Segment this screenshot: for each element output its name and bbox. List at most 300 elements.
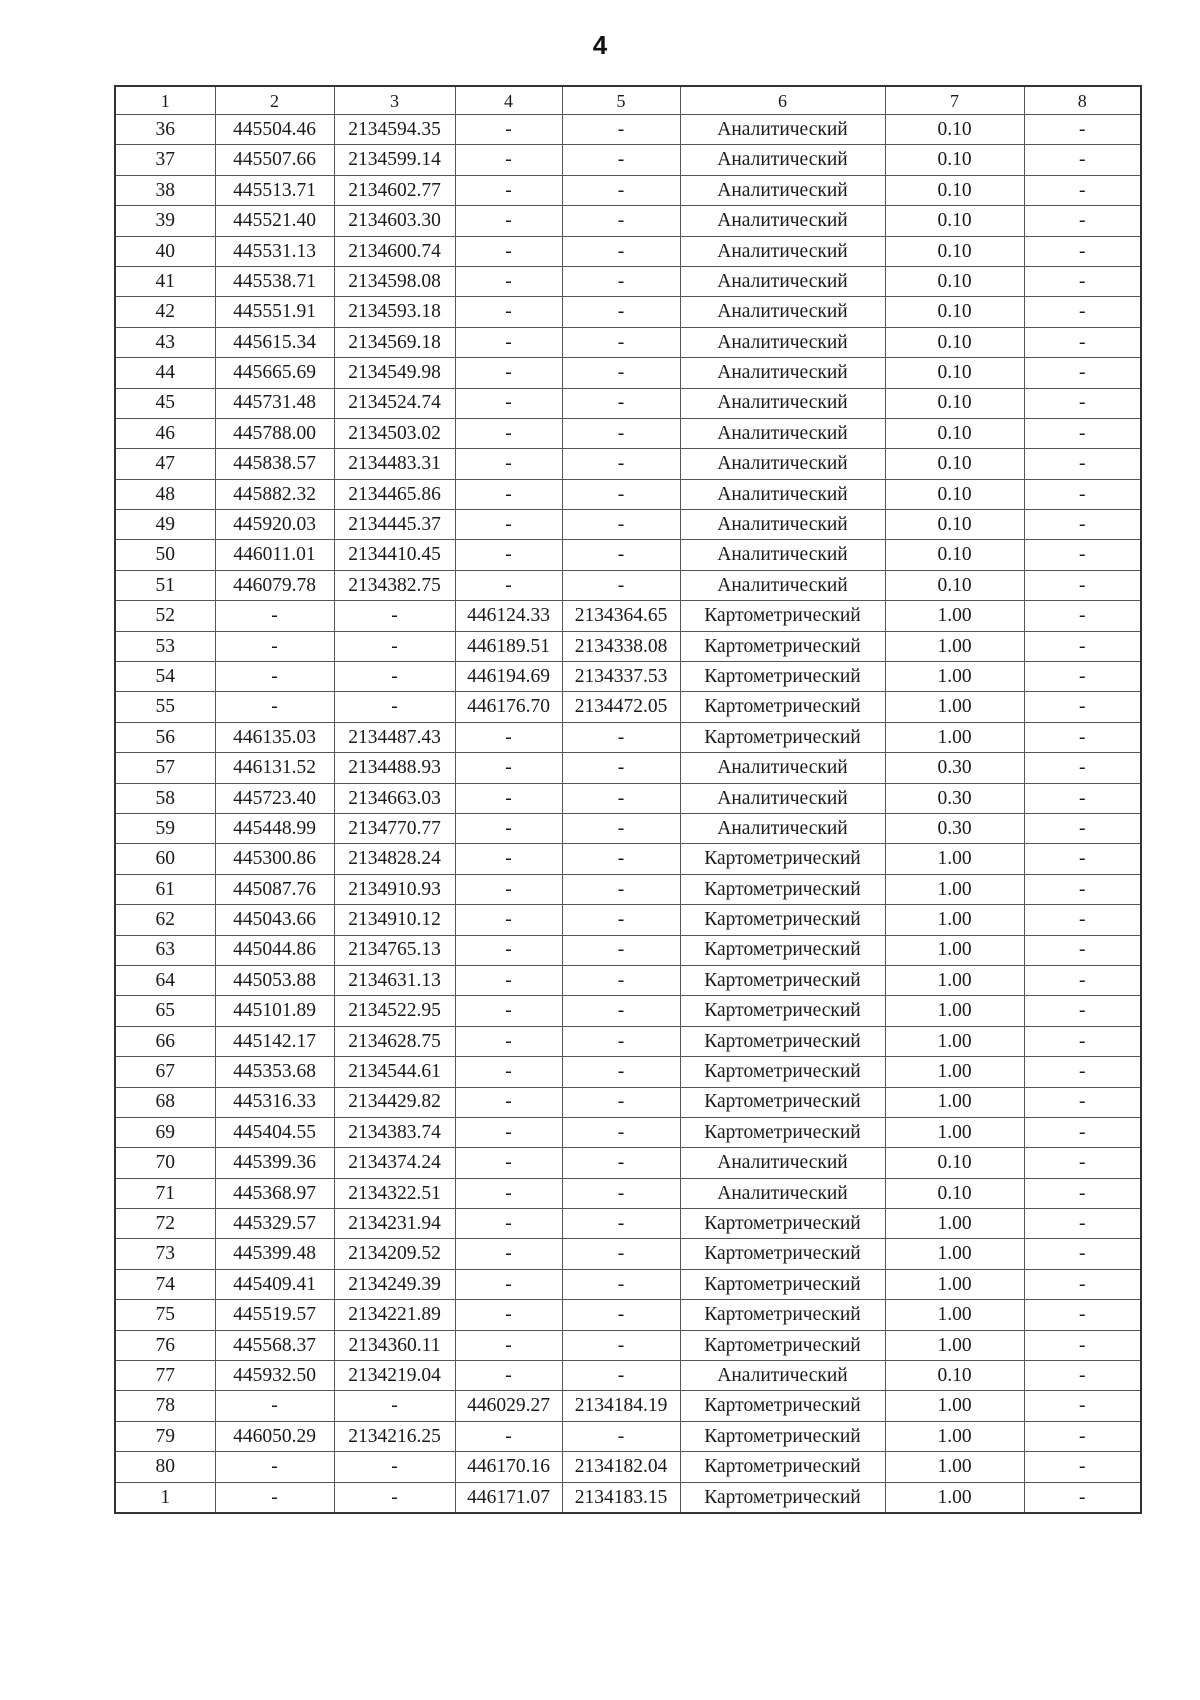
table-cell: Аналитический [680, 206, 885, 236]
table-cell: 42 [115, 297, 215, 327]
table-row [115, 145, 1141, 175]
table-cell: 2134765.13 [334, 935, 455, 965]
table-cell: 445053.88 [215, 965, 334, 995]
table-cell: - [562, 358, 680, 388]
table-cell: 445513.71 [215, 175, 334, 205]
table-cell: - [215, 1452, 334, 1482]
table-cell: 445788.00 [215, 418, 334, 448]
table-cell: - [1024, 266, 1141, 296]
table-cell: Аналитический [680, 236, 885, 266]
table-cell: - [562, 510, 680, 540]
table-cell: - [1024, 510, 1141, 540]
table-cell: - [1024, 327, 1141, 357]
table-cell: - [1024, 935, 1141, 965]
table-row [115, 1239, 1141, 1269]
table-cell: Картометрический [680, 1421, 885, 1451]
table-row [115, 1269, 1141, 1299]
table-row [115, 753, 1141, 783]
table-cell: Картометрический [680, 1482, 885, 1513]
table-row [115, 1117, 1141, 1147]
table-cell: 1.00 [885, 631, 1024, 661]
table-cell: - [562, 1026, 680, 1056]
table-cell: 49 [115, 510, 215, 540]
table-cell: - [455, 510, 562, 540]
table-row [115, 327, 1141, 357]
table-cell: 445507.66 [215, 145, 334, 175]
table-cell: - [1024, 813, 1141, 843]
table-cell: - [1024, 692, 1141, 722]
table-cell: - [455, 1361, 562, 1391]
table-cell: Аналитический [680, 813, 885, 843]
table-cell: 2134364.65 [562, 601, 680, 631]
table-cell: - [1024, 844, 1141, 874]
table-row [115, 570, 1141, 600]
table-cell: Картометрический [680, 1391, 885, 1421]
table-cell: Картометрический [680, 844, 885, 874]
table-row [115, 1361, 1141, 1391]
table-cell: 2134182.04 [562, 1452, 680, 1482]
table-cell: 36 [115, 115, 215, 145]
table-cell: 2134487.43 [334, 722, 455, 752]
table-cell: - [1024, 965, 1141, 995]
table-cell: - [1024, 783, 1141, 813]
table-cell: - [1024, 996, 1141, 1026]
table-cell: 0.10 [885, 297, 1024, 327]
table-cell: - [455, 1269, 562, 1299]
table-cell: 2134631.13 [334, 965, 455, 995]
table-cell: 2134410.45 [334, 540, 455, 570]
table-cell: 445399.36 [215, 1148, 334, 1178]
column-header: 1 [115, 86, 215, 115]
table-cell: - [455, 783, 562, 813]
table-cell: - [562, 175, 680, 205]
table-cell: - [455, 965, 562, 995]
table-cell: - [562, 570, 680, 600]
table-cell: - [562, 996, 680, 1026]
table-cell: Аналитический [680, 570, 885, 600]
table-cell: - [455, 813, 562, 843]
table-cell: - [1024, 662, 1141, 692]
table-cell: - [562, 388, 680, 418]
table-cell: - [455, 1087, 562, 1117]
table-cell: 445920.03 [215, 510, 334, 540]
table-cell: 0.10 [885, 266, 1024, 296]
table-cell: 445551.91 [215, 297, 334, 327]
table-row [115, 175, 1141, 205]
table-cell: 2134445.37 [334, 510, 455, 540]
table-cell: - [1024, 1209, 1141, 1239]
table-cell: 2134910.12 [334, 905, 455, 935]
table-row [115, 540, 1141, 570]
table-cell: - [562, 1269, 680, 1299]
table-cell: - [562, 813, 680, 843]
table-cell: - [1024, 1421, 1141, 1451]
table-row [115, 662, 1141, 692]
table-cell: Картометрический [680, 874, 885, 904]
table-cell: - [455, 479, 562, 509]
table-cell: 2134231.94 [334, 1209, 455, 1239]
table-cell: 1.00 [885, 1452, 1024, 1482]
table-cell: 72 [115, 1209, 215, 1239]
table-cell: - [562, 327, 680, 357]
table-cell: Картометрический [680, 1087, 885, 1117]
table-cell: 0.10 [885, 479, 1024, 509]
table-row [115, 1209, 1141, 1239]
table-cell: 1.00 [885, 1087, 1024, 1117]
table-cell: - [1024, 753, 1141, 783]
table-cell: 446011.01 [215, 540, 334, 570]
table-row [115, 1452, 1141, 1482]
table-cell: - [1024, 1087, 1141, 1117]
table-row [115, 236, 1141, 266]
table-cell: - [455, 388, 562, 418]
column-header: 2 [215, 86, 334, 115]
column-header: 4 [455, 86, 562, 115]
table-cell: 63 [115, 935, 215, 965]
table-cell: 2134549.98 [334, 358, 455, 388]
table-cell: Картометрический [680, 662, 885, 692]
table-cell: - [455, 874, 562, 904]
table-cell: - [562, 206, 680, 236]
table-cell: 45 [115, 388, 215, 418]
table-cell: 54 [115, 662, 215, 692]
table-cell: - [455, 1178, 562, 1208]
table-cell: Картометрический [680, 631, 885, 661]
table-cell: - [562, 965, 680, 995]
table-cell: 39 [115, 206, 215, 236]
table-cell: 445504.46 [215, 115, 334, 145]
table-cell: 445531.13 [215, 236, 334, 266]
table-cell: 59 [115, 813, 215, 843]
table-cell: - [455, 1026, 562, 1056]
table-header-row [115, 86, 1141, 115]
table-cell: 446135.03 [215, 722, 334, 752]
table-cell: Аналитический [680, 145, 885, 175]
table-cell: 2134209.52 [334, 1239, 455, 1269]
table-row [115, 874, 1141, 904]
table-cell: Картометрический [680, 1026, 885, 1056]
table-cell: - [1024, 540, 1141, 570]
table-row [115, 996, 1141, 1026]
table-cell: - [562, 722, 680, 752]
page-number: 4 [592, 30, 608, 60]
table-cell: 50 [115, 540, 215, 570]
table-cell: 2134522.95 [334, 996, 455, 1026]
table-cell: 55 [115, 692, 215, 722]
table-cell: - [1024, 388, 1141, 418]
table-cell: 445568.37 [215, 1330, 334, 1360]
table-cell: - [455, 1209, 562, 1239]
table-cell: - [334, 631, 455, 661]
table-cell: - [455, 844, 562, 874]
table-row [115, 631, 1141, 661]
table-row [115, 965, 1141, 995]
table-cell: 41 [115, 266, 215, 296]
table-cell: - [1024, 1452, 1141, 1482]
table-row [115, 1178, 1141, 1208]
table-cell: 2134594.35 [334, 115, 455, 145]
table-cell: - [562, 844, 680, 874]
table-cell: 2134322.51 [334, 1178, 455, 1208]
table-cell: - [562, 449, 680, 479]
table-cell: Картометрический [680, 1117, 885, 1147]
table-cell: Картометрический [680, 1209, 885, 1239]
table-cell: - [562, 418, 680, 448]
table-cell: - [562, 905, 680, 935]
table-cell: 64 [115, 965, 215, 995]
table-cell: - [1024, 1269, 1141, 1299]
table-cell: - [562, 1178, 680, 1208]
table-cell: Картометрический [680, 1269, 885, 1299]
table-cell: Аналитический [680, 479, 885, 509]
table-cell: 1.00 [885, 935, 1024, 965]
table-cell: 2134628.75 [334, 1026, 455, 1056]
table-cell: - [1024, 570, 1141, 600]
table-cell: - [455, 905, 562, 935]
table-row [115, 1057, 1141, 1087]
table-cell: - [562, 874, 680, 904]
table-row [115, 510, 1141, 540]
table-cell: 445316.33 [215, 1087, 334, 1117]
table-cell: 445538.71 [215, 266, 334, 296]
table-cell: 1.00 [885, 1269, 1024, 1299]
table-row [115, 1330, 1141, 1360]
table-cell: 0.10 [885, 449, 1024, 479]
table-cell: 1.00 [885, 874, 1024, 904]
table-cell: Аналитический [680, 175, 885, 205]
table-cell: Аналитический [680, 1361, 885, 1391]
table-cell: 67 [115, 1057, 215, 1087]
table-cell: 2134337.53 [562, 662, 680, 692]
table-cell: - [562, 1361, 680, 1391]
table-cell: - [562, 1057, 680, 1087]
table-cell: - [562, 1300, 680, 1330]
table-cell: 2134770.77 [334, 813, 455, 843]
table-cell: - [1024, 1057, 1141, 1087]
table-cell: 2134599.14 [334, 145, 455, 175]
table-cell: 445882.32 [215, 479, 334, 509]
table-cell: 2134569.18 [334, 327, 455, 357]
table-cell: 2134503.02 [334, 418, 455, 448]
table-cell: Аналитический [680, 540, 885, 570]
table-row [115, 358, 1141, 388]
table-cell: Картометрический [680, 692, 885, 722]
table-row [115, 1482, 1141, 1513]
table-cell: - [562, 1209, 680, 1239]
table-cell: Аналитический [680, 418, 885, 448]
table-cell: 1.00 [885, 844, 1024, 874]
table-cell: - [455, 1300, 562, 1330]
table-row [115, 388, 1141, 418]
table-cell: 2134600.74 [334, 236, 455, 266]
table-cell: 44 [115, 358, 215, 388]
table-cell: - [1024, 206, 1141, 236]
table-cell: 57 [115, 753, 215, 783]
table-cell: 1.00 [885, 905, 1024, 935]
table-cell: - [1024, 175, 1141, 205]
table-cell: - [334, 1482, 455, 1513]
table-cell: - [562, 753, 680, 783]
table-cell: - [455, 753, 562, 783]
table-cell: - [562, 935, 680, 965]
table-cell: 73 [115, 1239, 215, 1269]
table-cell: 446124.33 [455, 601, 562, 631]
table-row [115, 479, 1141, 509]
table-cell: - [562, 1421, 680, 1451]
table-cell: - [455, 358, 562, 388]
table-cell: Аналитический [680, 1178, 885, 1208]
table-cell: Картометрический [680, 1239, 885, 1269]
table-cell: 1.00 [885, 1239, 1024, 1269]
table-row [115, 266, 1141, 296]
table-cell: 0.10 [885, 418, 1024, 448]
table-row [115, 206, 1141, 236]
table-cell: - [215, 1391, 334, 1421]
table-cell: 2134184.19 [562, 1391, 680, 1421]
table-cell: 445723.40 [215, 783, 334, 813]
table-cell: - [1024, 874, 1141, 904]
table-cell: 2134544.61 [334, 1057, 455, 1087]
table-cell: - [455, 1117, 562, 1147]
table-cell: 1.00 [885, 1209, 1024, 1239]
column-header: 7 [885, 86, 1024, 115]
table-cell: 2134360.11 [334, 1330, 455, 1360]
table-cell: 0.30 [885, 813, 1024, 843]
table-cell: 65 [115, 996, 215, 1026]
table-cell: 1.00 [885, 1421, 1024, 1451]
table-cell: - [562, 1239, 680, 1269]
table-cell: Картометрический [680, 905, 885, 935]
table-cell: - [455, 1057, 562, 1087]
table-cell: Картометрический [680, 1452, 885, 1482]
table-row [115, 601, 1141, 631]
table-row [115, 418, 1141, 448]
table-cell: Аналитический [680, 1148, 885, 1178]
table-cell: 2134382.75 [334, 570, 455, 600]
table-cell: 79 [115, 1421, 215, 1451]
table-cell: - [455, 935, 562, 965]
table-cell: 446079.78 [215, 570, 334, 600]
table-cell: 0.10 [885, 510, 1024, 540]
table-cell: 445665.69 [215, 358, 334, 388]
table-cell: 1 [115, 1482, 215, 1513]
table-cell: 0.10 [885, 570, 1024, 600]
table-cell: 2134219.04 [334, 1361, 455, 1391]
table-row [115, 1391, 1141, 1421]
table-row [115, 783, 1141, 813]
table-cell: - [562, 1087, 680, 1117]
table-cell: Картометрический [680, 601, 885, 631]
table-cell: 2134483.31 [334, 449, 455, 479]
table-cell: 80 [115, 1452, 215, 1482]
table-cell: 40 [115, 236, 215, 266]
table-cell: Аналитический [680, 510, 885, 540]
table-cell: 0.10 [885, 206, 1024, 236]
table-cell: - [455, 145, 562, 175]
table-cell: - [1024, 358, 1141, 388]
table-cell: - [1024, 1239, 1141, 1269]
table-cell: Аналитический [680, 327, 885, 357]
table-cell: 0.10 [885, 1178, 1024, 1208]
table-cell: 0.10 [885, 236, 1024, 266]
table-cell: 445101.89 [215, 996, 334, 1026]
table-cell: 0.10 [885, 327, 1024, 357]
table-cell: - [562, 145, 680, 175]
table-cell: - [455, 266, 562, 296]
table-cell: 446189.51 [455, 631, 562, 661]
table-cell: - [1024, 1391, 1141, 1421]
table-cell: 445399.48 [215, 1239, 334, 1269]
table-cell: 1.00 [885, 692, 1024, 722]
table-row [115, 935, 1141, 965]
table-row [115, 1026, 1141, 1056]
table-cell: Аналитический [680, 449, 885, 479]
table-cell: 62 [115, 905, 215, 935]
table-cell: 38 [115, 175, 215, 205]
table-cell: 1.00 [885, 965, 1024, 995]
table-cell: 2134488.93 [334, 753, 455, 783]
table-cell: - [455, 115, 562, 145]
table-cell: - [562, 783, 680, 813]
table-cell: - [215, 601, 334, 631]
table-row [115, 1148, 1141, 1178]
column-header: 5 [562, 86, 680, 115]
table-row [115, 813, 1141, 843]
table-cell: 1.00 [885, 1117, 1024, 1147]
table-cell: 0.30 [885, 753, 1024, 783]
table-cell: 43 [115, 327, 215, 357]
table-cell: 0.30 [885, 783, 1024, 813]
table-cell: 2134663.03 [334, 783, 455, 813]
table-cell: - [1024, 297, 1141, 327]
table-cell: - [1024, 1178, 1141, 1208]
table-cell: - [455, 1148, 562, 1178]
table-cell: - [562, 115, 680, 145]
table-cell: 2134828.24 [334, 844, 455, 874]
table-cell: 445409.41 [215, 1269, 334, 1299]
table-cell: - [455, 297, 562, 327]
table-cell: 446176.70 [455, 692, 562, 722]
table-cell: Картометрический [680, 965, 885, 995]
table-row [115, 297, 1141, 327]
table-cell: 2134249.39 [334, 1269, 455, 1299]
table-cell: 2134593.18 [334, 297, 455, 327]
table-cell: 75 [115, 1300, 215, 1330]
table-cell: 1.00 [885, 662, 1024, 692]
table-cell: - [455, 236, 562, 266]
table-cell: 47 [115, 449, 215, 479]
table-cell: - [562, 1330, 680, 1360]
table-cell: 445448.99 [215, 813, 334, 843]
table-cell: 445044.86 [215, 935, 334, 965]
table-cell: 0.10 [885, 1148, 1024, 1178]
table-cell: Картометрический [680, 1057, 885, 1087]
table-cell: 2134374.24 [334, 1148, 455, 1178]
table-cell: 66 [115, 1026, 215, 1056]
table-cell: 445368.97 [215, 1178, 334, 1208]
table-cell: - [1024, 1330, 1141, 1360]
table-cell: 445329.57 [215, 1209, 334, 1239]
coordinates-table [114, 85, 1142, 1514]
table-cell: - [1024, 449, 1141, 479]
table-cell: 2134598.08 [334, 266, 455, 296]
table-cell: 1.00 [885, 1330, 1024, 1360]
table-cell: Аналитический [680, 115, 885, 145]
table-cell: 78 [115, 1391, 215, 1421]
table-cell: 2134524.74 [334, 388, 455, 418]
table-cell: 2134910.93 [334, 874, 455, 904]
table-cell: - [1024, 418, 1141, 448]
